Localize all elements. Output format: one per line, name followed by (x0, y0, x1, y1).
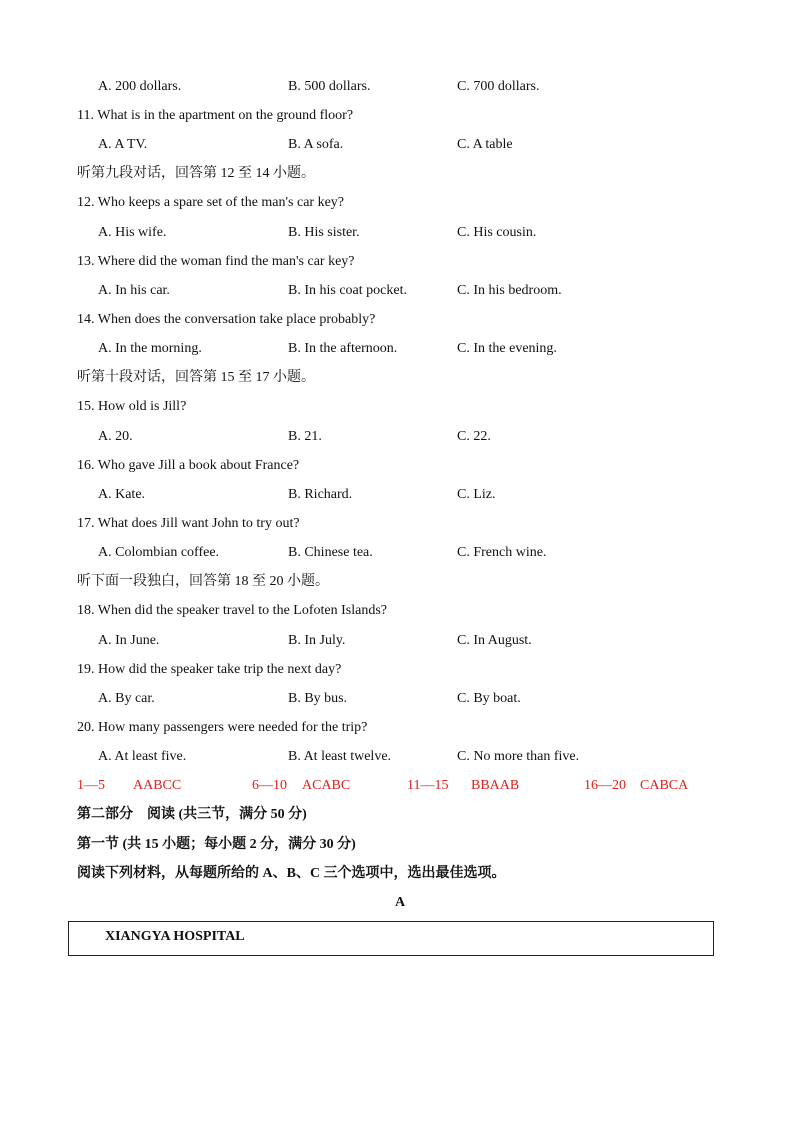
answer-key-2: ACABC (302, 778, 351, 793)
q15-question: 15. How old is Jill? (77, 399, 187, 414)
q16-option-a: A. Kate. (98, 487, 146, 502)
section-monologue-heading: 听下面一段独白，回答第 18 至 20 小题。 (77, 574, 329, 589)
answer-key (0, 776, 800, 796)
q14-question-line (0, 310, 800, 330)
section-monologue-line (0, 572, 800, 592)
q19-options (0, 689, 800, 709)
passage-letter: A (394, 895, 406, 910)
q15-question-line (0, 397, 800, 417)
q19-option-a: A. By car. (98, 691, 155, 706)
q12-option-b: B. His sister. (288, 225, 360, 240)
q12-option-a: A. His wife. (98, 225, 167, 240)
q10-option-c: C. 700 dollars. (457, 79, 540, 94)
q10-options (0, 77, 800, 97)
q20-options (0, 747, 800, 767)
q10-option-a: A. 200 dollars. (98, 79, 182, 94)
q19-option-b: B. By bus. (288, 691, 348, 706)
q11-question: 11. What is in the apartment on the ground floor? (77, 108, 354, 123)
q19-question: 19. How did the speaker take trip the next day? (77, 662, 342, 677)
q12-option-c: C. His cousin. (457, 225, 537, 240)
q18-option-b: B. In July. (288, 633, 346, 648)
q10-option-b: B. 500 dollars. (288, 79, 371, 94)
q16-question: 16. Who gave Jill a book about France? (77, 458, 300, 473)
q13-question: 13. Where did the woman find the man's car key? (77, 254, 355, 269)
q18-option-c: C. In August. (457, 633, 532, 648)
passage-box (68, 921, 714, 956)
answer-range-2: 6—10 (252, 778, 287, 793)
q17-option-a: A. Colombian coffee. (98, 545, 220, 560)
q13-option-c: C. In his bedroom. (457, 283, 562, 298)
q11-option-a: A. A TV. (98, 137, 148, 152)
section1-heading: 第一节 (共 15 小题；每小题 2 分，满分 30 分) (77, 837, 356, 852)
q11-option-c: C. A table (457, 137, 513, 152)
q17-question: 17. What does Jill want John to try out? (77, 516, 300, 531)
q13-option-a: A. In his car. (98, 283, 170, 298)
q11-question-line (0, 106, 800, 126)
q16-options (0, 485, 800, 505)
q16-option-c: C. Liz. (457, 487, 496, 502)
q16-question-line (0, 456, 800, 476)
q17-options (0, 543, 800, 563)
q12-question-line (0, 193, 800, 213)
q18-option-a: A. In June. (98, 633, 160, 648)
part2-line (0, 805, 800, 825)
q13-question-line (0, 252, 800, 272)
answer-key-1: AABCC (133, 778, 182, 793)
q13-option-b: B. In his coat pocket. (288, 283, 407, 298)
q17-option-b: B. Chinese tea. (288, 545, 373, 560)
q20-option-c: C. No more than five. (457, 749, 580, 764)
q11-option-b: B. A sofa. (288, 137, 344, 152)
answer-key-3: BBAAB (471, 778, 520, 793)
q19-option-c: C. By boat. (457, 691, 521, 706)
q20-option-b: B. At least twelve. (288, 749, 392, 764)
q14-option-a: A. In the morning. (98, 341, 202, 356)
reading-instruction: 阅读下列材料，从每题所给的 A、B、C 三个选项中，选出最佳选项。 (77, 866, 506, 881)
q18-question-line (0, 601, 800, 621)
answer-range-3: 11—15 (407, 778, 449, 793)
answer-range-1: 1—5 (77, 778, 105, 793)
q18-question: 18. When did the speaker travel to the Lofoten Islands? (77, 603, 387, 618)
q15-options (0, 427, 800, 447)
section1-line (0, 835, 800, 855)
answer-range-4: 16—20 (584, 778, 626, 793)
q15-option-a: A. 20. (98, 429, 133, 444)
q12-question: 12. Who keeps a spare set of the man's car key? (77, 195, 344, 210)
q14-options (0, 339, 800, 359)
q20-question: 20. How many passengers were needed for the trip? (77, 720, 368, 735)
q12-options (0, 223, 800, 243)
section9-line (0, 164, 800, 184)
section9-heading: 听第九段对话，回答第 12 至 14 小题。 (77, 166, 315, 181)
q15-option-c: C. 22. (457, 429, 491, 444)
q14-option-c: C. In the evening. (457, 341, 557, 356)
q19-question-line (0, 660, 800, 680)
q18-options (0, 631, 800, 651)
passage-box-title: XIANGYA HOSPITAL (105, 929, 245, 944)
answer-key-4: CABCA (640, 778, 689, 793)
q11-options (0, 135, 800, 155)
instruction-line (0, 864, 800, 884)
q17-option-c: C. French wine. (457, 545, 547, 560)
q16-option-b: B. Richard. (288, 487, 353, 502)
q20-option-a: A. At least five. (98, 749, 187, 764)
q15-option-b: B. 21. (288, 429, 322, 444)
q14-option-b: B. In the afternoon. (288, 341, 398, 356)
part2-heading: 第二部分 阅读 (共三节，满分 50 分) (77, 807, 307, 822)
q13-options (0, 281, 800, 301)
q14-question: 14. When does the conversation take place probably? (77, 312, 376, 327)
section10-line (0, 368, 800, 388)
q20-question-line (0, 718, 800, 738)
q17-question-line (0, 514, 800, 534)
section10-heading: 听第十段对话，回答第 15 至 17 小题。 (77, 370, 315, 385)
